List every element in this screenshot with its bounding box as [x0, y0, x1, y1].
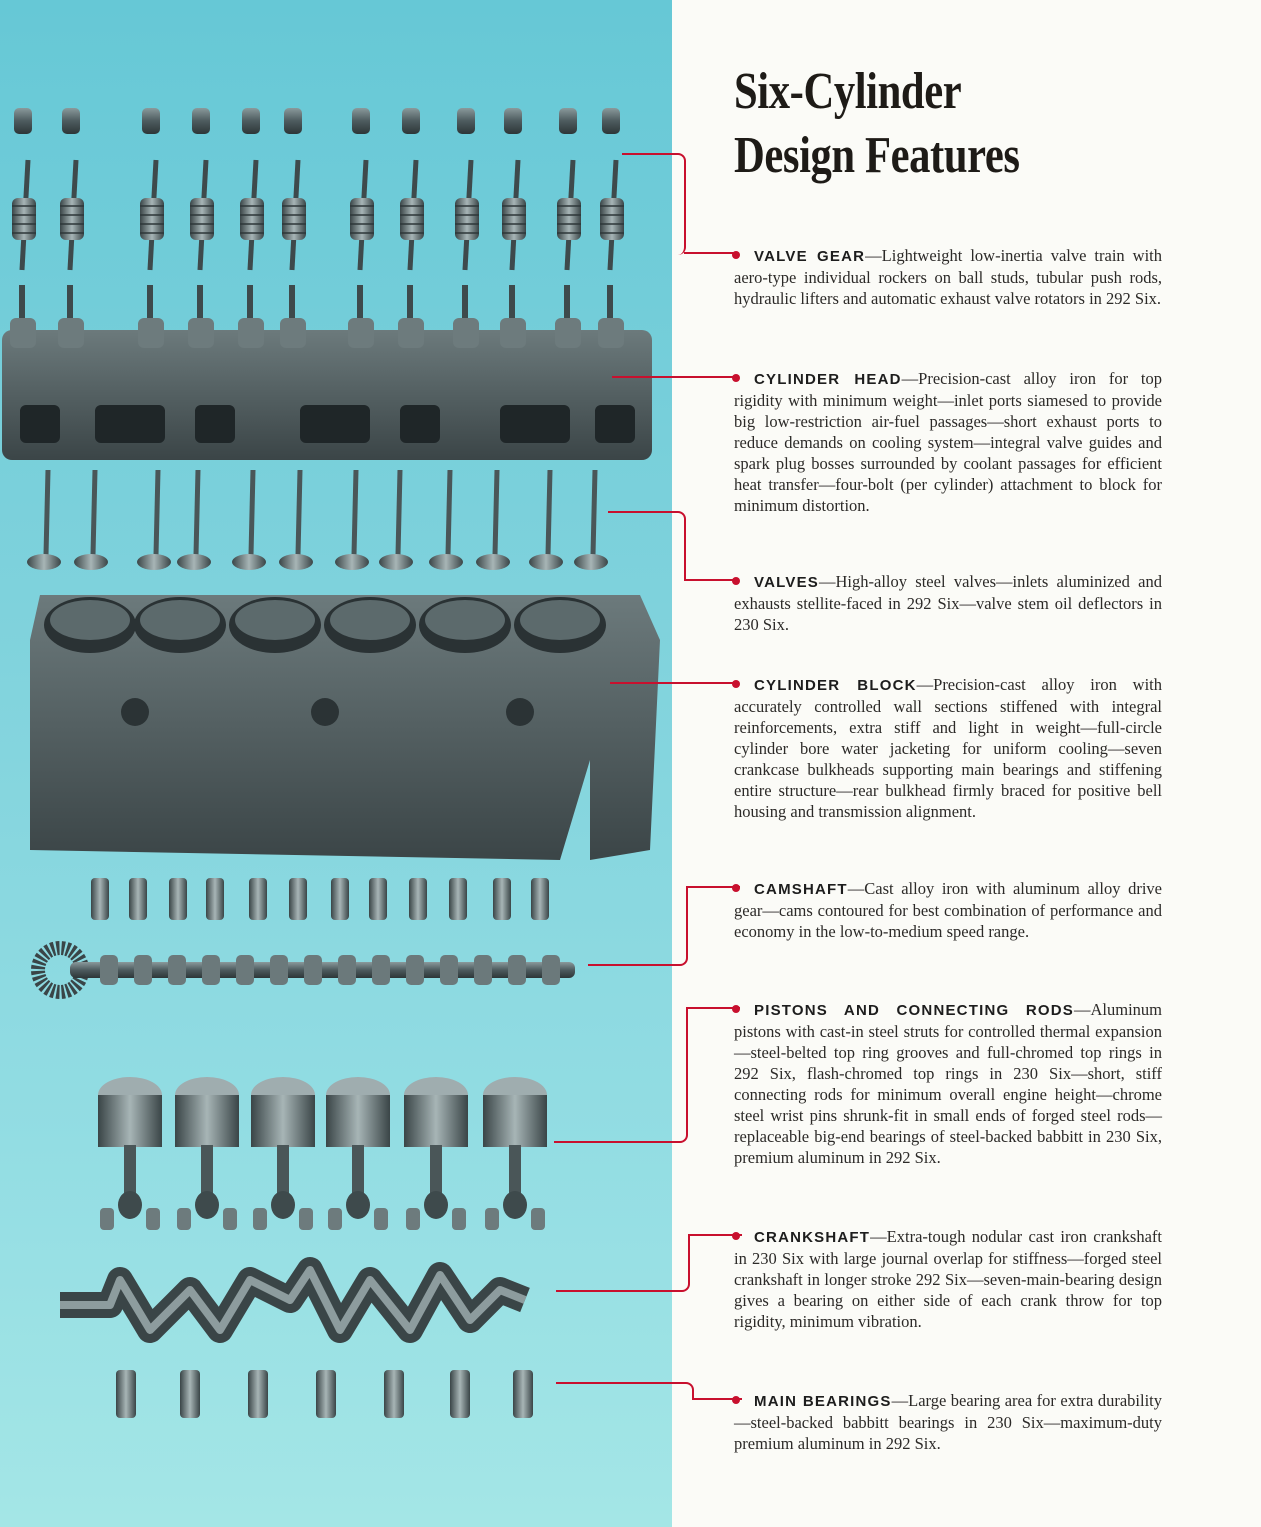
feature-text: —Aluminum pistons with cast-in steel struts for controlled thermal expansion—steel-belted top ring grooves and full-chromed top rings in 292 Six, flash-chromed top rings in 230 Six—short, stiff connecting rods for minimum overall engine height—chrome steel wrist pins shrunk-fit in small ends of forged steel rods—replaceable big-end bearings of steel-backed babbitt in 230 Six, premium aluminum in 292 Six. — [734, 1000, 1162, 1167]
valve — [335, 470, 369, 570]
bullet-icon — [732, 680, 740, 688]
connector-pistons — [554, 1007, 688, 1143]
bullet-icon — [732, 374, 740, 382]
rocker-arm — [284, 108, 302, 134]
piston — [98, 1077, 162, 1230]
rocker-arm — [192, 108, 210, 134]
feature-camshaft — [734, 878, 1162, 942]
bullet-icon — [732, 1232, 740, 1240]
push-rods-and-springs — [12, 160, 624, 270]
rocker-arm — [402, 108, 420, 134]
feature-cylinder-head — [734, 368, 1162, 516]
push-rod — [455, 160, 479, 270]
valve — [429, 470, 463, 570]
title-line-1: Six-Cylinder — [734, 63, 962, 120]
rocker-arm — [602, 108, 620, 134]
feature-label: CYLINDER HEAD — [754, 371, 902, 388]
feature-label: CRANKSHAFT — [754, 1229, 871, 1246]
feature-valve-gear — [734, 245, 1162, 309]
feature-text: —Cast alloy iron with aluminum alloy drive gear—cams contoured for best combination of performance and economy in the low-to-medium speed range. — [734, 879, 1162, 941]
piston — [251, 1077, 315, 1230]
hydraulic-lifters — [91, 878, 549, 920]
push-rod — [12, 160, 36, 270]
bullet-icon — [732, 1005, 740, 1013]
feature-crankshaft — [734, 1226, 1162, 1332]
valve — [574, 470, 608, 570]
push-rod — [140, 160, 164, 270]
feature-label: CAMSHAFT — [754, 881, 848, 898]
cylinder-head — [2, 285, 652, 460]
rocker-arm — [457, 108, 475, 134]
push-rod — [350, 160, 374, 270]
title-line-2: Design Features — [734, 127, 1020, 184]
push-rod — [600, 160, 624, 270]
push-rod — [502, 160, 526, 270]
feature-label: VALVES — [754, 574, 819, 591]
valve — [529, 470, 563, 570]
bullet-icon — [732, 884, 740, 892]
crankshaft — [60, 1270, 525, 1330]
push-rod — [190, 160, 214, 270]
feature-label: MAIN BEARINGS — [754, 1393, 892, 1410]
valve — [476, 470, 510, 570]
rocker-arm — [242, 108, 260, 134]
main-bearings — [116, 1370, 533, 1418]
connector-valves-tail — [684, 579, 738, 581]
piston — [404, 1077, 468, 1230]
bullet-icon — [732, 251, 740, 259]
valve — [177, 470, 211, 570]
feature-text: —Precision-cast alloy iron for top rigidity with minimum weight—inlet ports siamesed to provide big low-restriction air-fuel passages—short exhaust ports to reduce demands on cooling system—integral valve guides and spark plug bosses surrounded by coolant passages for efficient heat transfer—four-bolt (per cylinder) attachment to block for minimum distortion. — [734, 369, 1162, 515]
feature-text: —Large bearing area for extra durability—steel-backed babbitt bearings in 230 Six—maximum-duty premium aluminum in 292 Six. — [734, 1391, 1162, 1453]
connector-cylinder-head — [612, 376, 738, 378]
push-rod — [240, 160, 264, 270]
connector-valve-gear-tail — [684, 252, 738, 254]
pistons-and-connecting-rods — [98, 1077, 547, 1230]
feature-label: CYLINDER BLOCK — [754, 677, 917, 694]
page-title — [734, 60, 1144, 188]
valve — [137, 470, 171, 570]
rocker-arm — [62, 108, 80, 134]
valves — [27, 470, 608, 570]
push-rod — [60, 160, 84, 270]
push-rod — [282, 160, 306, 270]
feature-main-bearings — [734, 1390, 1162, 1454]
rocker-arm — [352, 108, 370, 134]
piston — [326, 1077, 390, 1230]
connector-valve-gear — [622, 153, 686, 255]
feature-valves — [734, 571, 1162, 635]
connector-valves — [608, 511, 686, 581]
connector-crankshaft — [556, 1234, 690, 1292]
valve — [232, 470, 266, 570]
cylinder-block — [30, 595, 660, 860]
feature-text: —High-alloy steel valves—inlets aluminized and exhausts stellite-faced in 292 Six—valve stem oil deflectors in 230 Six. — [734, 572, 1162, 634]
rocker-arm — [559, 108, 577, 134]
feature-label: PISTONS AND CONNECTING RODS — [754, 1002, 1074, 1019]
valve — [379, 470, 413, 570]
connector-main-bearings — [556, 1382, 694, 1400]
feature-label: VALVE GEAR — [754, 248, 866, 265]
rocker-arms — [14, 108, 620, 134]
feature-pistons-rods — [734, 999, 1162, 1168]
rocker-arm — [504, 108, 522, 134]
valve — [27, 470, 61, 570]
bullet-icon — [732, 1396, 740, 1404]
valve — [74, 470, 108, 570]
camshaft — [38, 948, 575, 992]
feature-cylinder-block — [734, 674, 1162, 822]
rocker-arm — [142, 108, 160, 134]
piston — [175, 1077, 239, 1230]
feature-text: —Lightweight low-inertia valve train with aero-type individual rockers on ball studs, tubular push rods, hydraulic lifters and automatic exhaust valve rotators in 292 Six. — [734, 246, 1162, 308]
push-rod — [557, 160, 581, 270]
piston — [483, 1077, 547, 1230]
bullet-icon — [732, 577, 740, 585]
push-rod — [400, 160, 424, 270]
connector-cylinder-block — [610, 682, 738, 684]
valve — [279, 470, 313, 570]
rocker-arm — [14, 108, 32, 134]
connector-camshaft — [588, 886, 688, 966]
feature-text: —Precision-cast alloy iron with accurately controlled wall sections stiffened with integral reinforcements, extra stiff and light in weight—full-circle cylinder bore water jacketing for uniform cooling—seven crankcase bulkheads supporting main bearings and stiffening entire structure—rear bulkhead firmly braced for positive bell housing and transmission alignment. — [734, 675, 1162, 821]
feature-text: —Extra-tough nodular cast iron crankshaft in 230 Six with large journal overlap for stiffness—forged steel crankshaft in longer stroke 292 Six—seven-main-bearing design gives a bearing on either side of each crank throw for top rigidity, minimum vibration. — [734, 1227, 1162, 1331]
